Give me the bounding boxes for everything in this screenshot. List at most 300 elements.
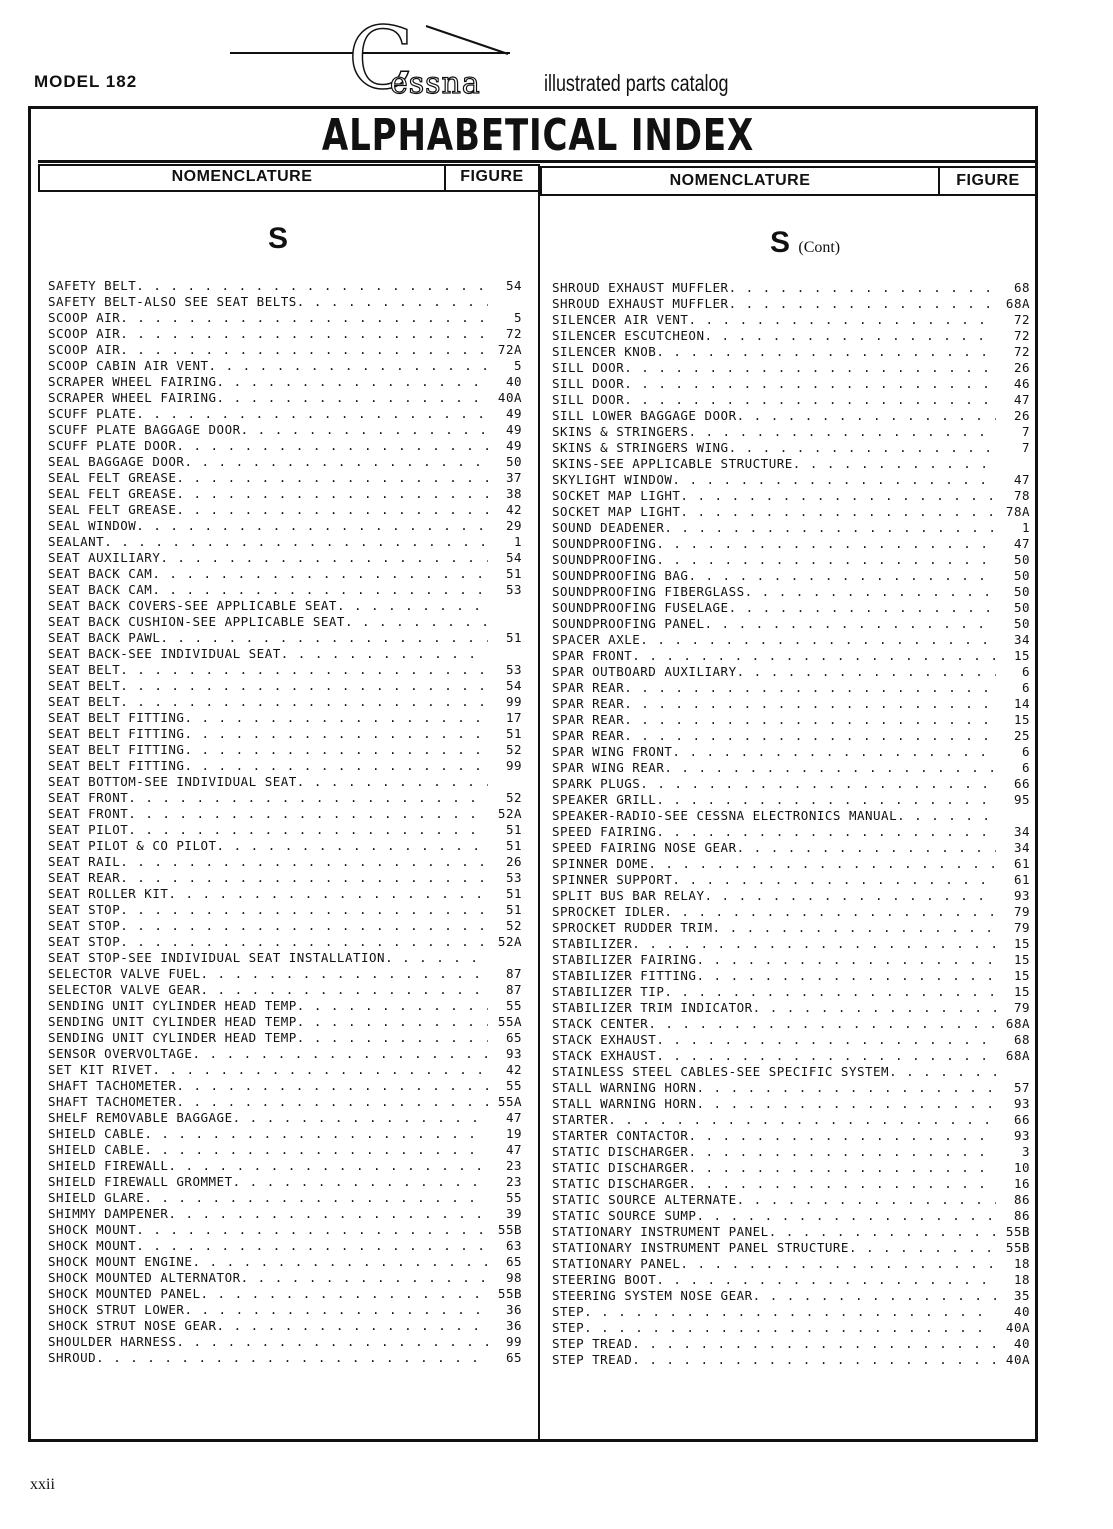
entry-figure: 37 bbox=[505, 470, 522, 485]
dot-leader bbox=[664, 904, 996, 920]
index-entry bbox=[48, 614, 522, 630]
entry-figure: 93 bbox=[1013, 888, 1030, 903]
entry-nomenclature: SEAT ROLLER KIT bbox=[48, 886, 169, 901]
entry-figure: 6 bbox=[1021, 744, 1030, 759]
entry-nomenclature: STATIC SOURCE SUMP bbox=[552, 1208, 697, 1223]
index-entry bbox=[48, 326, 522, 342]
entry-figure: 51 bbox=[505, 726, 522, 741]
index-entry bbox=[48, 662, 522, 678]
index-entry bbox=[48, 566, 522, 582]
entry-figure: 40 bbox=[1013, 1336, 1030, 1351]
index-entry bbox=[552, 1256, 1030, 1272]
dot-leader bbox=[184, 726, 488, 742]
entry-nomenclature: SHOCK MOUNTED PANEL bbox=[48, 1286, 201, 1301]
entry-nomenclature: SCUFF PLATE DOOR bbox=[48, 438, 177, 453]
dot-leader bbox=[680, 504, 996, 520]
entry-figure: 1 bbox=[513, 534, 522, 549]
dot-leader bbox=[136, 406, 488, 422]
entry-nomenclature: SENDING UNIT CYLINDER HEAD TEMP bbox=[48, 1014, 297, 1029]
dot-leader bbox=[128, 790, 488, 806]
entry-figure: 55B bbox=[1005, 1240, 1030, 1255]
dot-leader bbox=[120, 934, 488, 950]
entry-nomenclature: SEAT REAR bbox=[48, 870, 121, 885]
dot-leader bbox=[297, 998, 488, 1014]
index-entry bbox=[48, 1142, 522, 1158]
index-entry bbox=[48, 774, 522, 790]
entry-figure: 34 bbox=[1013, 824, 1030, 839]
index-entry bbox=[552, 1080, 1030, 1096]
dot-leader bbox=[624, 680, 996, 696]
entry-nomenclature: SPAR REAR bbox=[552, 712, 625, 727]
entry-figure: 50 bbox=[1013, 552, 1030, 567]
dot-leader bbox=[168, 1206, 488, 1222]
dot-leader bbox=[729, 296, 996, 312]
index-entry bbox=[48, 726, 522, 742]
dot-leader bbox=[176, 438, 488, 454]
dot-leader bbox=[297, 774, 488, 790]
entry-figure: 87 bbox=[505, 966, 522, 981]
dot-leader bbox=[281, 646, 488, 662]
entry-figure: 15 bbox=[1013, 984, 1030, 999]
entry-figure: 72 bbox=[1013, 344, 1030, 359]
index-entry bbox=[48, 998, 522, 1014]
page-number: xxii bbox=[30, 1476, 55, 1493]
entry-nomenclature: STARTER bbox=[552, 1112, 609, 1127]
dot-leader bbox=[217, 390, 488, 406]
index-entry bbox=[48, 1334, 522, 1350]
entry-nomenclature: STABILIZER TRIM INDICATOR bbox=[552, 1000, 753, 1015]
index-entry bbox=[552, 1176, 1030, 1192]
index-entry bbox=[48, 742, 522, 758]
index-entry bbox=[552, 376, 1030, 392]
entry-figure: 65 bbox=[505, 1030, 522, 1045]
dot-leader bbox=[217, 838, 488, 854]
entry-nomenclature: SHOCK MOUNT bbox=[48, 1222, 137, 1237]
right-section-cont: (Cont) bbox=[798, 239, 841, 256]
index-entry bbox=[552, 648, 1030, 664]
entry-figure: 95 bbox=[1013, 792, 1030, 807]
entry-nomenclature: SEAL FELT GREASE bbox=[48, 470, 177, 485]
dot-leader bbox=[737, 1192, 996, 1208]
entry-nomenclature: SHIELD CABLE bbox=[48, 1142, 145, 1157]
left-nomenclature-header: NOMENCLATURE bbox=[171, 168, 313, 185]
index-entry bbox=[48, 1062, 522, 1078]
index-entry bbox=[48, 502, 522, 518]
index-entry bbox=[48, 1094, 522, 1110]
entry-figure: 47 bbox=[505, 1142, 522, 1157]
entry-nomenclature: SEAL BAGGAGE DOOR bbox=[48, 454, 185, 469]
entry-nomenclature: SELECTOR VALVE FUEL bbox=[48, 966, 201, 981]
entry-nomenclature: SPAR REAR bbox=[552, 680, 625, 695]
dot-leader bbox=[184, 1302, 488, 1318]
dot-leader bbox=[168, 1158, 488, 1174]
entry-nomenclature: SEAT BACK CAM bbox=[48, 582, 153, 597]
entry-nomenclature: SPAR OUTBOARD AUXILIARY bbox=[552, 664, 737, 679]
index-entry bbox=[48, 870, 522, 886]
dot-leader bbox=[688, 424, 996, 440]
entry-nomenclature: SAFETY BELT bbox=[48, 278, 137, 293]
dot-leader bbox=[297, 1030, 488, 1046]
index-entry bbox=[48, 982, 522, 998]
dot-leader bbox=[729, 600, 996, 616]
index-entry bbox=[552, 712, 1030, 728]
index-entry bbox=[48, 406, 522, 422]
index-entry bbox=[552, 888, 1030, 904]
index-entry bbox=[48, 1030, 522, 1046]
entry-figure: 26 bbox=[505, 854, 522, 869]
dot-leader bbox=[128, 806, 488, 822]
entry-nomenclature: SCRAPER WHEEL FAIRING bbox=[48, 390, 217, 405]
entry-figure: 68A bbox=[1005, 1048, 1030, 1063]
entry-figure: 68A bbox=[1005, 1016, 1030, 1031]
dot-leader bbox=[648, 856, 996, 872]
dot-leader bbox=[688, 1144, 996, 1160]
entry-figure: 53 bbox=[505, 870, 522, 885]
dot-leader bbox=[120, 342, 488, 358]
dot-leader bbox=[705, 616, 997, 632]
entry-nomenclature: SEAT BELT bbox=[48, 662, 121, 677]
entry-nomenclature: SPROCKET RUDDER TRIM bbox=[552, 920, 713, 935]
dot-leader bbox=[656, 1032, 996, 1048]
entry-figure: 61 bbox=[1013, 856, 1030, 871]
index-entry bbox=[552, 440, 1030, 456]
entry-nomenclature: STATIC DISCHARGER bbox=[552, 1160, 689, 1175]
entry-figure: 19 bbox=[505, 1126, 522, 1141]
entry-figure: 49 bbox=[505, 406, 522, 421]
dot-leader bbox=[217, 374, 488, 390]
entry-nomenclature: SPACER AXLE bbox=[552, 632, 641, 647]
entry-figure: 17 bbox=[505, 710, 522, 725]
entry-nomenclature: SEAT BELT FITTING bbox=[48, 758, 185, 773]
column-divider bbox=[538, 166, 540, 1442]
entry-nomenclature: SEAT STOP bbox=[48, 902, 121, 917]
dot-leader bbox=[688, 312, 996, 328]
dot-leader bbox=[176, 1334, 488, 1350]
entry-nomenclature: SPINNER DOME bbox=[552, 856, 649, 871]
index-entry bbox=[552, 792, 1030, 808]
entry-nomenclature: SILL DOOR bbox=[552, 360, 625, 375]
index-entry bbox=[552, 1032, 1030, 1048]
entry-nomenclature: STATIC DISCHARGER bbox=[552, 1176, 689, 1191]
entry-figure: 16 bbox=[1013, 1176, 1030, 1191]
dot-leader bbox=[120, 854, 488, 870]
entry-figure: 57 bbox=[1013, 1080, 1030, 1095]
entry-figure: 42 bbox=[505, 502, 522, 517]
index-entry bbox=[552, 1304, 1030, 1320]
entry-figure: 53 bbox=[505, 662, 522, 677]
entry-figure: 38 bbox=[505, 486, 522, 501]
dot-leader bbox=[144, 1126, 488, 1142]
dot-leader bbox=[624, 376, 996, 392]
index-entry bbox=[552, 904, 1030, 920]
index-entry bbox=[552, 456, 1030, 472]
index-entry bbox=[552, 1160, 1030, 1176]
entry-figure bbox=[488, 774, 522, 790]
dot-leader bbox=[897, 808, 996, 824]
entry-figure: 34 bbox=[1013, 632, 1030, 647]
entry-nomenclature: STACK EXHAUST bbox=[552, 1032, 657, 1047]
entry-nomenclature: SHROUD EXHAUST MUFFLER bbox=[552, 280, 729, 295]
entry-figure: 66 bbox=[1013, 1112, 1030, 1127]
index-entry bbox=[48, 598, 522, 614]
entry-figure: 78A bbox=[1005, 504, 1030, 519]
entry-nomenclature: SEAT AUXILIARY bbox=[48, 550, 161, 565]
entry-nomenclature: SOUNDPROOFING PANEL bbox=[552, 616, 705, 631]
entry-nomenclature: SHROUD EXHAUST MUFFLER bbox=[552, 296, 729, 311]
index-entry bbox=[552, 504, 1030, 520]
entry-figure: 68 bbox=[1013, 280, 1030, 295]
dot-leader bbox=[233, 1110, 488, 1126]
dot-leader bbox=[729, 280, 996, 296]
index-entry bbox=[48, 822, 522, 838]
dot-leader bbox=[656, 536, 996, 552]
entry-figure: 40A bbox=[1005, 1320, 1030, 1335]
entry-figure: 99 bbox=[505, 694, 522, 709]
entry-nomenclature: STEERING SYSTEM NOSE GEAR bbox=[552, 1288, 753, 1303]
dot-leader bbox=[136, 518, 488, 534]
dot-leader bbox=[696, 952, 996, 968]
index-entry bbox=[48, 854, 522, 870]
entry-figure: 61 bbox=[1013, 872, 1030, 887]
entry-figure: 55 bbox=[505, 1078, 522, 1093]
dot-leader bbox=[608, 1112, 996, 1128]
index-entry bbox=[552, 472, 1030, 488]
entry-figure: 25 bbox=[1013, 728, 1030, 743]
entry-figure bbox=[488, 614, 522, 630]
entry-nomenclature: STATIONARY INSTRUMENT PANEL bbox=[552, 1224, 769, 1239]
dot-leader bbox=[664, 984, 996, 1000]
index-entry bbox=[552, 600, 1030, 616]
cessna-logo bbox=[230, 9, 750, 110]
entry-figure bbox=[488, 950, 522, 966]
index-entry bbox=[552, 1272, 1030, 1288]
index-entry bbox=[48, 1350, 522, 1366]
entry-nomenclature: SCOOP AIR bbox=[48, 310, 121, 325]
index-entry bbox=[552, 488, 1030, 504]
index-entry bbox=[48, 470, 522, 486]
dot-leader bbox=[120, 918, 488, 934]
dot-leader bbox=[120, 326, 488, 342]
entry-nomenclature: SEAL FELT GREASE bbox=[48, 486, 177, 501]
index-entry bbox=[552, 536, 1030, 552]
dot-leader bbox=[632, 648, 996, 664]
entry-nomenclature: SEAL FELT GREASE bbox=[48, 502, 177, 517]
dot-leader bbox=[160, 550, 488, 566]
entry-nomenclature: SHIELD FIREWALL bbox=[48, 1158, 169, 1173]
dot-leader bbox=[624, 712, 996, 728]
entry-figure: 93 bbox=[505, 1046, 522, 1061]
entry-figure: 23 bbox=[505, 1158, 522, 1173]
entry-figure: 47 bbox=[1013, 536, 1030, 551]
dot-leader bbox=[640, 632, 996, 648]
entry-figure: 51 bbox=[505, 566, 522, 581]
entry-nomenclature: SPEED FAIRING NOSE GEAR bbox=[552, 840, 737, 855]
index-entry bbox=[48, 838, 522, 854]
entry-nomenclature: SOCKET MAP LIGHT bbox=[552, 488, 681, 503]
entry-nomenclature: SOUNDPROOFING bbox=[552, 552, 657, 567]
index-entry bbox=[48, 534, 522, 550]
entry-figure: 54 bbox=[505, 678, 522, 693]
index-entry bbox=[552, 568, 1030, 584]
entry-figure: 23 bbox=[505, 1174, 522, 1189]
index-entry bbox=[48, 710, 522, 726]
dot-leader bbox=[241, 422, 488, 438]
entry-nomenclature: STATIONARY PANEL bbox=[552, 1256, 681, 1271]
index-entry bbox=[48, 390, 522, 406]
catalog-tagline: illustrated parts catalog bbox=[544, 70, 729, 96]
entry-figure: 55A bbox=[497, 1014, 522, 1029]
entry-figure: 10 bbox=[1013, 1160, 1030, 1175]
dot-leader bbox=[120, 310, 488, 326]
dot-leader bbox=[664, 760, 996, 776]
entry-nomenclature: SEAT BELT FITTING bbox=[48, 726, 185, 741]
entry-nomenclature: STABILIZER FAIRING bbox=[552, 952, 697, 967]
dot-leader bbox=[640, 776, 996, 792]
entry-nomenclature: SCRAPER WHEEL FAIRING bbox=[48, 374, 217, 389]
index-entry bbox=[552, 1112, 1030, 1128]
dot-leader bbox=[136, 1238, 488, 1254]
entry-figure: 50 bbox=[1013, 600, 1030, 615]
index-entry bbox=[48, 918, 522, 934]
index-entry bbox=[552, 824, 1030, 840]
entry-nomenclature: STEP bbox=[552, 1304, 585, 1319]
title-rule bbox=[38, 160, 1038, 163]
index-entry bbox=[552, 760, 1030, 776]
entry-nomenclature: SELECTOR VALVE GEAR bbox=[48, 982, 201, 997]
entry-nomenclature: SKINS & STRINGERS WING bbox=[552, 440, 729, 455]
entry-nomenclature: SHIELD FIREWALL GROMMET bbox=[48, 1174, 233, 1189]
entry-figure: 40A bbox=[1005, 1352, 1030, 1367]
entry-figure: 50 bbox=[505, 454, 522, 469]
dot-leader bbox=[656, 824, 996, 840]
entry-nomenclature: SHOCK STRUT NOSE GEAR bbox=[48, 1318, 217, 1333]
dot-leader bbox=[632, 936, 996, 952]
entry-nomenclature: SHIELD CABLE bbox=[48, 1126, 145, 1141]
entry-nomenclature: SEAT FRONT bbox=[48, 790, 129, 805]
index-entry bbox=[48, 1286, 522, 1302]
dot-leader bbox=[849, 1240, 996, 1256]
dot-leader bbox=[737, 664, 996, 680]
entry-nomenclature: SEAT BELT FITTING bbox=[48, 742, 185, 757]
dot-leader bbox=[168, 886, 488, 902]
dot-leader bbox=[241, 1270, 488, 1286]
index-entry bbox=[552, 1288, 1030, 1304]
entry-figure: 52 bbox=[505, 918, 522, 933]
entry-nomenclature: SEAT STOP-SEE INDIVIDUAL SEAT INSTALLATION bbox=[48, 950, 386, 965]
entry-nomenclature: SPAR WING REAR bbox=[552, 760, 665, 775]
dot-leader bbox=[209, 358, 488, 374]
entry-nomenclature: STEP bbox=[552, 1320, 585, 1335]
entry-nomenclature: SEAT STOP bbox=[48, 934, 121, 949]
dot-leader bbox=[144, 1142, 488, 1158]
index-entry bbox=[552, 1192, 1030, 1208]
dot-leader bbox=[160, 630, 488, 646]
entry-figure: 39 bbox=[505, 1206, 522, 1221]
index-entry bbox=[552, 840, 1030, 856]
index-entry bbox=[552, 360, 1030, 376]
entry-nomenclature: SPEED FAIRING bbox=[552, 824, 657, 839]
dot-leader bbox=[201, 982, 489, 998]
entry-figure: 51 bbox=[505, 838, 522, 853]
dot-leader bbox=[688, 1160, 996, 1176]
index-entry bbox=[48, 438, 522, 454]
entry-figure: 87 bbox=[505, 982, 522, 997]
dot-leader bbox=[656, 552, 996, 568]
index-entry bbox=[552, 984, 1030, 1000]
index-entry bbox=[552, 696, 1030, 712]
entry-nomenclature: SEAT PILOT bbox=[48, 822, 129, 837]
entry-figure: 50 bbox=[1013, 584, 1030, 599]
index-entry bbox=[552, 728, 1030, 744]
entry-nomenclature: SEAT BELT FITTING bbox=[48, 710, 185, 725]
right-section-letter-text: S bbox=[770, 226, 791, 259]
dot-leader bbox=[120, 694, 488, 710]
index-entry bbox=[552, 424, 1030, 440]
index-entry bbox=[48, 806, 522, 822]
entry-figure: 52A bbox=[497, 934, 522, 949]
entry-nomenclature: SEAT STOP bbox=[48, 918, 121, 933]
index-entry bbox=[48, 630, 522, 646]
index-entry bbox=[48, 1318, 522, 1334]
index-entry bbox=[48, 1206, 522, 1222]
entry-figure: 72 bbox=[505, 326, 522, 341]
dot-leader bbox=[624, 728, 996, 744]
index-entry bbox=[552, 744, 1030, 760]
entry-nomenclature: SEAT BACK-SEE INDIVIDUAL SEAT bbox=[48, 646, 281, 661]
entry-nomenclature: STACK EXHAUST bbox=[552, 1048, 657, 1063]
entry-figure: 5 bbox=[513, 358, 522, 373]
index-entry bbox=[48, 1174, 522, 1190]
index-entry bbox=[552, 776, 1030, 792]
dot-leader bbox=[737, 840, 996, 856]
entry-nomenclature: SPARK PLUGS bbox=[552, 776, 641, 791]
page-title: ALPHABETICAL INDEX bbox=[321, 110, 755, 161]
entry-figure: 63 bbox=[505, 1238, 522, 1253]
dot-leader bbox=[656, 1048, 996, 1064]
dot-leader bbox=[176, 486, 488, 502]
index-entry bbox=[48, 646, 522, 662]
dot-leader bbox=[128, 822, 488, 838]
dot-leader bbox=[753, 1000, 996, 1016]
entry-nomenclature: SPAR WING FRONT bbox=[552, 744, 673, 759]
index-entry bbox=[48, 342, 522, 358]
dot-leader bbox=[201, 1286, 489, 1302]
entry-nomenclature: SKINS & STRINGERS bbox=[552, 424, 689, 439]
dot-leader bbox=[696, 1096, 996, 1112]
entry-nomenclature: SOCKET MAP LIGHT bbox=[552, 504, 681, 519]
entry-nomenclature: SHOCK MOUNT ENGINE bbox=[48, 1254, 193, 1269]
dot-leader bbox=[297, 294, 488, 310]
entry-nomenclature: SEALANT bbox=[48, 534, 105, 549]
entry-figure: 29 bbox=[505, 518, 522, 533]
index-entry bbox=[552, 1064, 1030, 1080]
dot-leader bbox=[624, 696, 996, 712]
logo-initial: C bbox=[348, 9, 414, 109]
index-entry bbox=[552, 1240, 1030, 1256]
entry-nomenclature: SEAL WINDOW bbox=[48, 518, 137, 533]
index-entry bbox=[552, 1144, 1030, 1160]
entry-nomenclature: SHOCK STRUT LOWER bbox=[48, 1302, 185, 1317]
entry-figure: 36 bbox=[505, 1302, 522, 1317]
index-entry bbox=[552, 968, 1030, 984]
entry-figure: 15 bbox=[1013, 952, 1030, 967]
index-entry bbox=[552, 408, 1030, 424]
entry-figure: 51 bbox=[505, 886, 522, 901]
entry-figure: 6 bbox=[1021, 664, 1030, 679]
dot-leader bbox=[136, 1222, 488, 1238]
entry-nomenclature: SHROUD bbox=[48, 1350, 97, 1365]
dot-leader bbox=[337, 598, 488, 614]
